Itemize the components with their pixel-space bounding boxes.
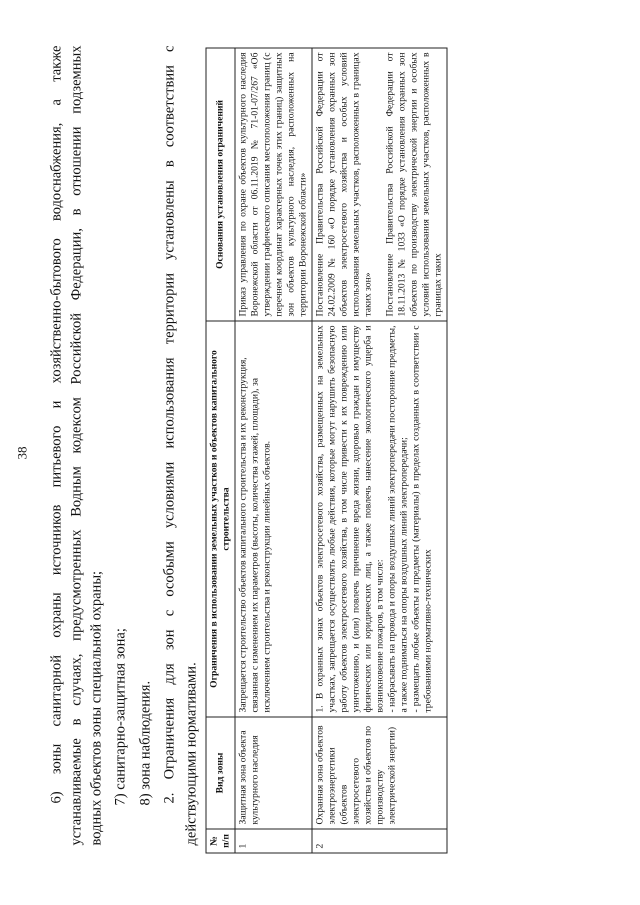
row-number: 1 [235, 829, 312, 853]
paragraph-6-line-1: 6) зоны санитарной охраны источников питьевого и хозяйственно-бытового водоснабжения, а также [48, 45, 64, 803]
header-restrictions: Ограничения в использовании земельных участков и объектов капитального строительства [206, 321, 235, 717]
paragraph-2-line-2: действующими нормативами. [183, 661, 199, 845]
restrictions-cell: Запрещается строительство объектов капитального строительства и их реконструкция, связанная с изменением их параметров (высоты, количества этажей, площади), за исключением строительства и реконструкции линейных объектов. [235, 321, 312, 717]
basis-cell [312, 48, 447, 321]
restriction-paragraph: 1. В охранных зонах объектов электросетевого хозяйства, размещенных на земельных участках, запрещается осуществлять любые действия, которые могут нарушить безопасную работу объектов электросетевого хозяйства, в том числе привести к их повреждению или уничтожению, и (или) повлечь причинение вреда жизни, здоровью граждан и имуществу физических или юридических лиц, а также повлечь нанесение экологического ущерба и возникновение пожаров, в том числе: [314, 325, 385, 712]
restriction-paragraph: - размещать любые объекты и предметы (материалы) в пределах созданных в соответствии с требованиями нормативно-технических [410, 325, 433, 712]
table-header-row [206, 48, 235, 853]
header-basis: Основания установления ограничений [206, 48, 235, 321]
restrictions-cell [312, 321, 447, 717]
spacer [374, 52, 384, 316]
paragraph-6-line-3: водных объектов зоны специальной охраны; [88, 570, 104, 845]
page-number: 38 [14, 446, 29, 459]
list-item-7: 7) санитарно-защитная зона; [112, 627, 128, 805]
basis-paragraph: Постановление Правительства Российской Федерации от 18.11.2013 № 1033 «О порядке установления охранных зон объектов по производству электрической энергии и особых условий использования земельных участков, расположенных в границах таких [384, 52, 443, 316]
paragraph-2-line-1: 2. Ограничения для зон с особыми условиями использования территории установлены в соответствии с [161, 45, 177, 803]
header-zone-type: Вид зоны [206, 717, 235, 829]
list-item-8: 8) зона наблюдения. [137, 680, 153, 805]
header-number: № п/п [206, 829, 235, 853]
table-row [312, 48, 447, 853]
zones-restrictions-table [205, 47, 447, 853]
basis-cell: Приказ управления по охране объектов культурного наследия Воронежской области от 06.11.2019 № 71-01-07/267 «Об утверждении графического описания местоположения границ (с перечнем координат характерных точек этих границ) защитных зон объектов культурного наследия, расположенных на территории Воронежской области» [235, 48, 312, 321]
row-number: 2 [312, 829, 447, 853]
zone-type-cell: Охранная зона объектов электроэнергетики (объектов электросетевого хозяйства и объектов по производству электрической энергии) [312, 717, 447, 829]
table-row [235, 48, 312, 853]
paragraph-6-line-2: устанавливаемые в случаях, предусмотренных Водным кодексом Российской Федерации, в отношении подземных [68, 45, 84, 845]
basis-paragraph: Постановление Правительства Российской Федерации от 24.02.2009 № 160 «О порядке установления охранных зон объектов электросетевого хозяйства и особых условий использования земельных участков, расположенных в границах таких зон» [314, 52, 373, 316]
restriction-paragraph: - набрасывать на провода и опоры воздушных линий электропередачи посторонние предметы, а также подниматься на опоры воздушных линий электропередачи; [386, 325, 409, 712]
zone-type-cell: Защитная зона объекта культурного наследия [235, 717, 312, 829]
